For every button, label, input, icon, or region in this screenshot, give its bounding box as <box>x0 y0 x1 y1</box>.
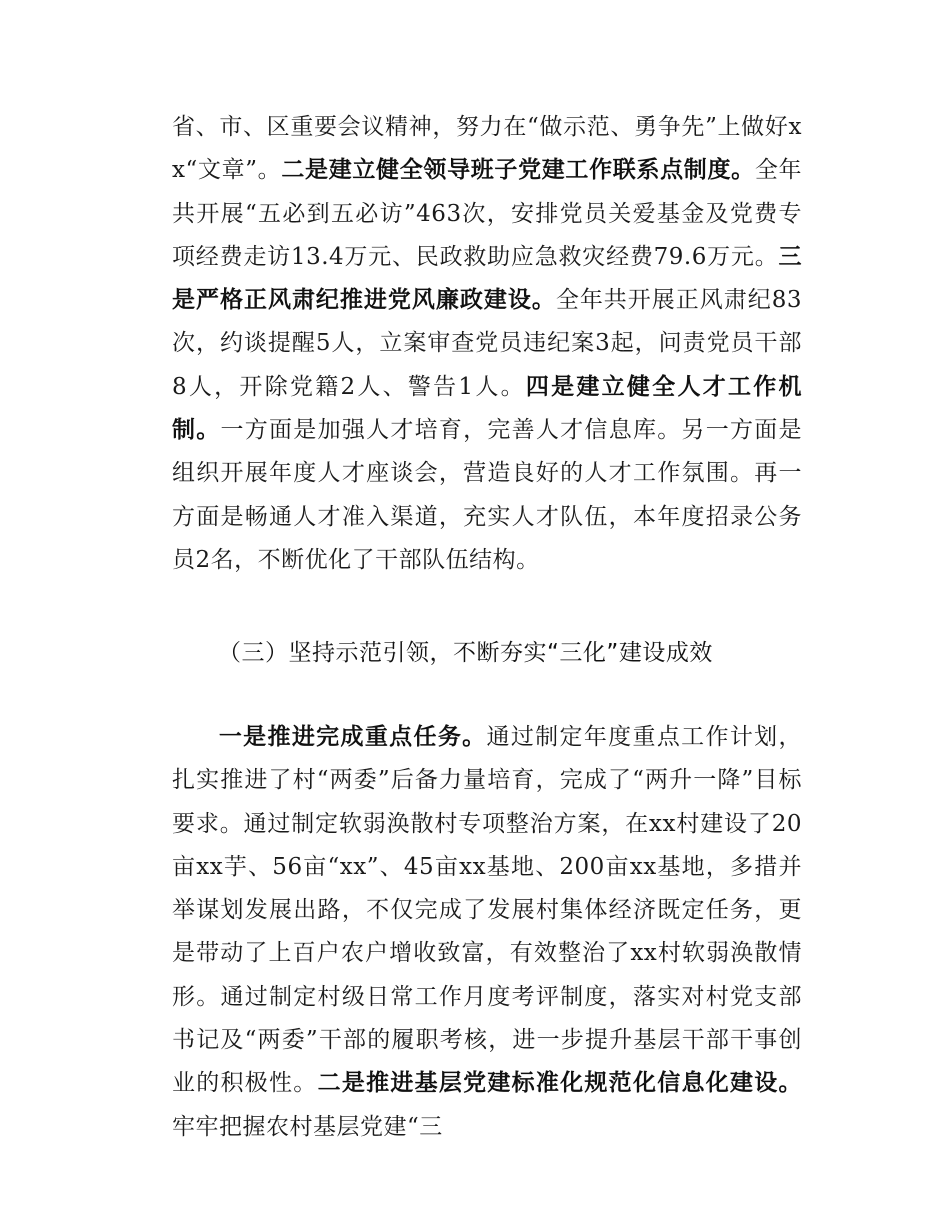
key-point-heading: 二是推进基层党建标准化规范化信息化建设。 <box>317 1070 803 1097</box>
body-paragraph-1 <box>172 106 802 582</box>
paragraph-text: 省、市、区重要会议精神，努力在“做示范、勇争先”上做好xx“文章”。 <box>172 114 802 184</box>
paragraph-text: 一方面是加强人才培育，完善人才信息库。另一方面是组织开展年度人才座谈会，营造良好的人才工作氛围。再一方面是畅通人才准入渠道，充实人才队伍，本年度招录公务员2名，不断优化了干部队伍结构。 <box>172 417 803 573</box>
section-heading: （三）坚持示范引领，不断夯实“三化”建设成效 <box>218 640 713 666</box>
paragraph-text: 通过制定年度重点工作计划，扎实推进了村“两委”后备力量培育，完成了“两升一降”目标要求。通过制定软弱涣散村专项整治方案，在xx村建设了20亩xx芋、56亩“xx”、45亩xx基地、200亩xx基地，多措并举谋划发展出路，不仅完成了发展村集体经济既定任务，更是带动了上百户农户增收致富，有效整治了xx村软弱涣散情形。通过制定村级日常工作月度考评制度，落实对村党支部书记及“两委”干部的履职考核，进一步提升基层干部干事创业的积极性。 <box>172 724 803 1097</box>
key-point-heading: 一是推进完成重点任务。 <box>218 724 487 750</box>
paragraph-text: 牢牢把握农村基层党建“三 <box>172 1113 443 1140</box>
paragraph-text: 全年共开展正风肃纪83次，约谈提醒5人，立案审查党员违纪案3起，问责党员干部8人，开除党籍2人、警告1人。 <box>172 287 802 400</box>
key-point-heading: 二是建立健全领导班子党建工作联系点制度。 <box>281 157 755 184</box>
paragraph-text: 全年共开展“五必到五必访”463次，安排党员关爱基金及党费专项经费走访13.4万元、民政救助应急救灾经费79.6万元。 <box>172 157 803 270</box>
body-paragraph-2 <box>172 716 802 1149</box>
key-point-heading: 四是建立健全人才工作机制。 <box>172 373 802 444</box>
key-point-heading: 三是严格正风肃纪推进党风廉政建设。 <box>172 243 802 314</box>
